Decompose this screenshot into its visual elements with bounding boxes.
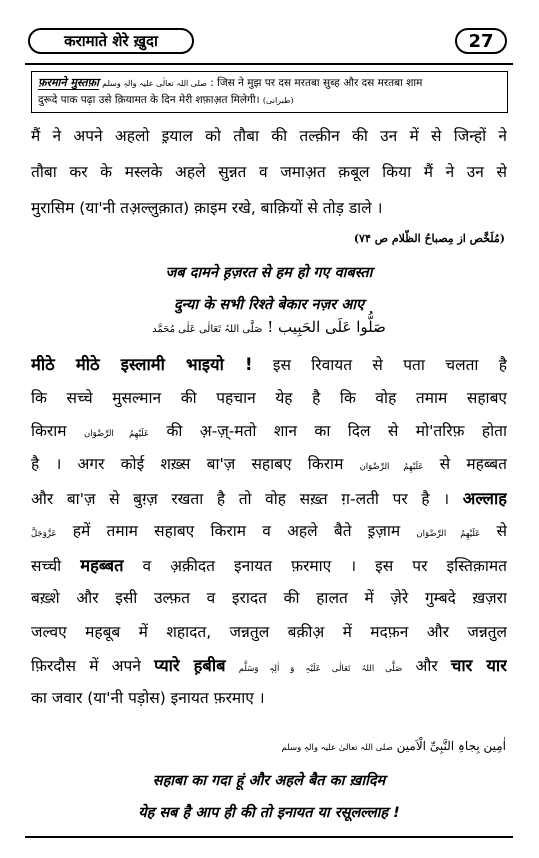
reference-citation: (مُلَخَّص از مِصباحُ الظّلام ص ۷۴) bbox=[353, 232, 505, 245]
paragraph-2-line-8: बख़्शे और इसी उल्फ़त व इरादत की हालत में ज़ेरे गुम्बदे ख़ज़रा bbox=[31, 589, 507, 607]
ameen-text: اٰمِین بِجاہِ النَّبِیِّ الْاَمین bbox=[396, 739, 506, 753]
hadith-source: (طبرانی) bbox=[262, 96, 294, 105]
footer-divider bbox=[25, 836, 513, 838]
durood-main: صَلُّوا عَلَی الحَبِیب ! bbox=[267, 318, 386, 336]
couplet-1-line-1: जब दामने ह़ज़रत से हम हो गए वाबस्ता bbox=[165, 265, 373, 281]
hadith-salawat: صلی اللہ تعالٰی علیہ والہٖ وسلم bbox=[102, 79, 207, 88]
paragraph-2-line-9: जल्वए महबूब में शहादत, जन्नतुल बक़ीअ़ में मदफ़न और जन्नतुल bbox=[31, 623, 507, 641]
durood-salawat: صَلَّی اللہُ تَعَالٰی عَلٰی مُحَمَّد bbox=[152, 324, 263, 335]
ameen-salawat: صلی اللہ تعالیٰ علیہ والہٖ وسلم bbox=[281, 743, 393, 753]
couplet-2-line-2: येह सब है आप ही की तो इनायत या रसूलल्लाह ! bbox=[138, 805, 400, 821]
hadith-line-1 bbox=[38, 75, 501, 92]
hadith-box bbox=[31, 71, 508, 113]
durood-line bbox=[31, 318, 507, 336]
hadith-line-2 bbox=[38, 92, 501, 109]
paragraph-2-line-3: किराम عَلَیْھِمُ الرِّضْوَان की अ़-ज़्-मतो शान का दिल से मो'तरिफ़ होता bbox=[31, 422, 507, 440]
paragraph-1-line-2: तौबा कर के मस्लके अहले सुन्नत व जमाअ़त क़बूल किया मैं ने उन से bbox=[31, 163, 507, 181]
paragraph-2-line-6: عَزَّوَجَلَّ हमें तमाम सहाबए किराम व अहले बैते इ़ज़ाम عَلَیْھِمُ الرِّضْوَان से bbox=[31, 522, 507, 540]
hadith-text-2: दुरूदे पाक पढ़ा उसे क़ियामत के दिन मेरी शफ़ाअ़त मिलेगी। bbox=[38, 94, 260, 106]
couplet-2-line-1: सहाबा का गदा हूं और अहले बैत का ख़ादिम bbox=[152, 773, 386, 789]
page-number: 27 bbox=[455, 28, 507, 54]
paragraph-2-line-7: सच्ची महब्बत व अ़क़ीदत इनायत फ़रमाए । इस पर इस्तिक़ामत bbox=[31, 556, 507, 575]
ameen-line bbox=[190, 739, 506, 753]
book-title: करामाते शेरे ख़ुदा bbox=[28, 28, 194, 54]
couplet-1-line-2: दुन्या के सभी रिश्ते बेकार नज़र आए bbox=[173, 297, 365, 313]
paragraph-2-line-10: फ़िरदौस में अपने प्यारे ह़बीब صَلَّی اللہُ تَعَالٰی عَلَیْہِ وَ اٰلِہٖ وَسَلَّم और चार यार bbox=[31, 656, 507, 675]
paragraph-1-line-1: मैं ने अपने अहलो इ़याल को तौबा की तल्क़ीन की उन में से जिन्हों ने bbox=[31, 127, 507, 145]
hadith-label: फ़रमाने मुस्तफ़ा bbox=[38, 76, 99, 89]
paragraph-2-line-5: और बा'ज़ से बुग़्ज़ रखता है तो वोह सख़्त ग़-लती पर है । अल्लाह bbox=[31, 489, 507, 508]
paragraph-2-line-2: कि सच्चे मुसल्मान की पहचान येह है कि वोह तमाम सहाबए bbox=[31, 389, 507, 407]
lead-heading: मीठे मीठे इस्लामी भाइयो ! bbox=[31, 355, 253, 374]
paragraph-2-line-1: मीठे मीठे इस्लामी भाइयो ! इस रिवायत से पता चलता है bbox=[31, 355, 507, 374]
hadith-text-1: : जिस ने मुझ पर दस मरतबा सुब्ह और दस मरतबा शाम bbox=[210, 77, 423, 89]
paragraph-2-line-11: का जवार (या'नी पड़ोस) इनायत फ़रमाए । bbox=[31, 689, 265, 707]
paragraph-1-line-3: मुरासिम (या'नी तअ़ल्लुक़ात) क़ाइम रखे, बाक़ियों से तोड़ डाले । bbox=[31, 199, 383, 217]
header-divider bbox=[25, 63, 513, 65]
paragraph-2-line-4: है । अगर कोई शख़्स बा'ज़ सहाबए किराम عَلَیْھِمُ الرِّضْوَان से महब्बत bbox=[31, 455, 507, 473]
